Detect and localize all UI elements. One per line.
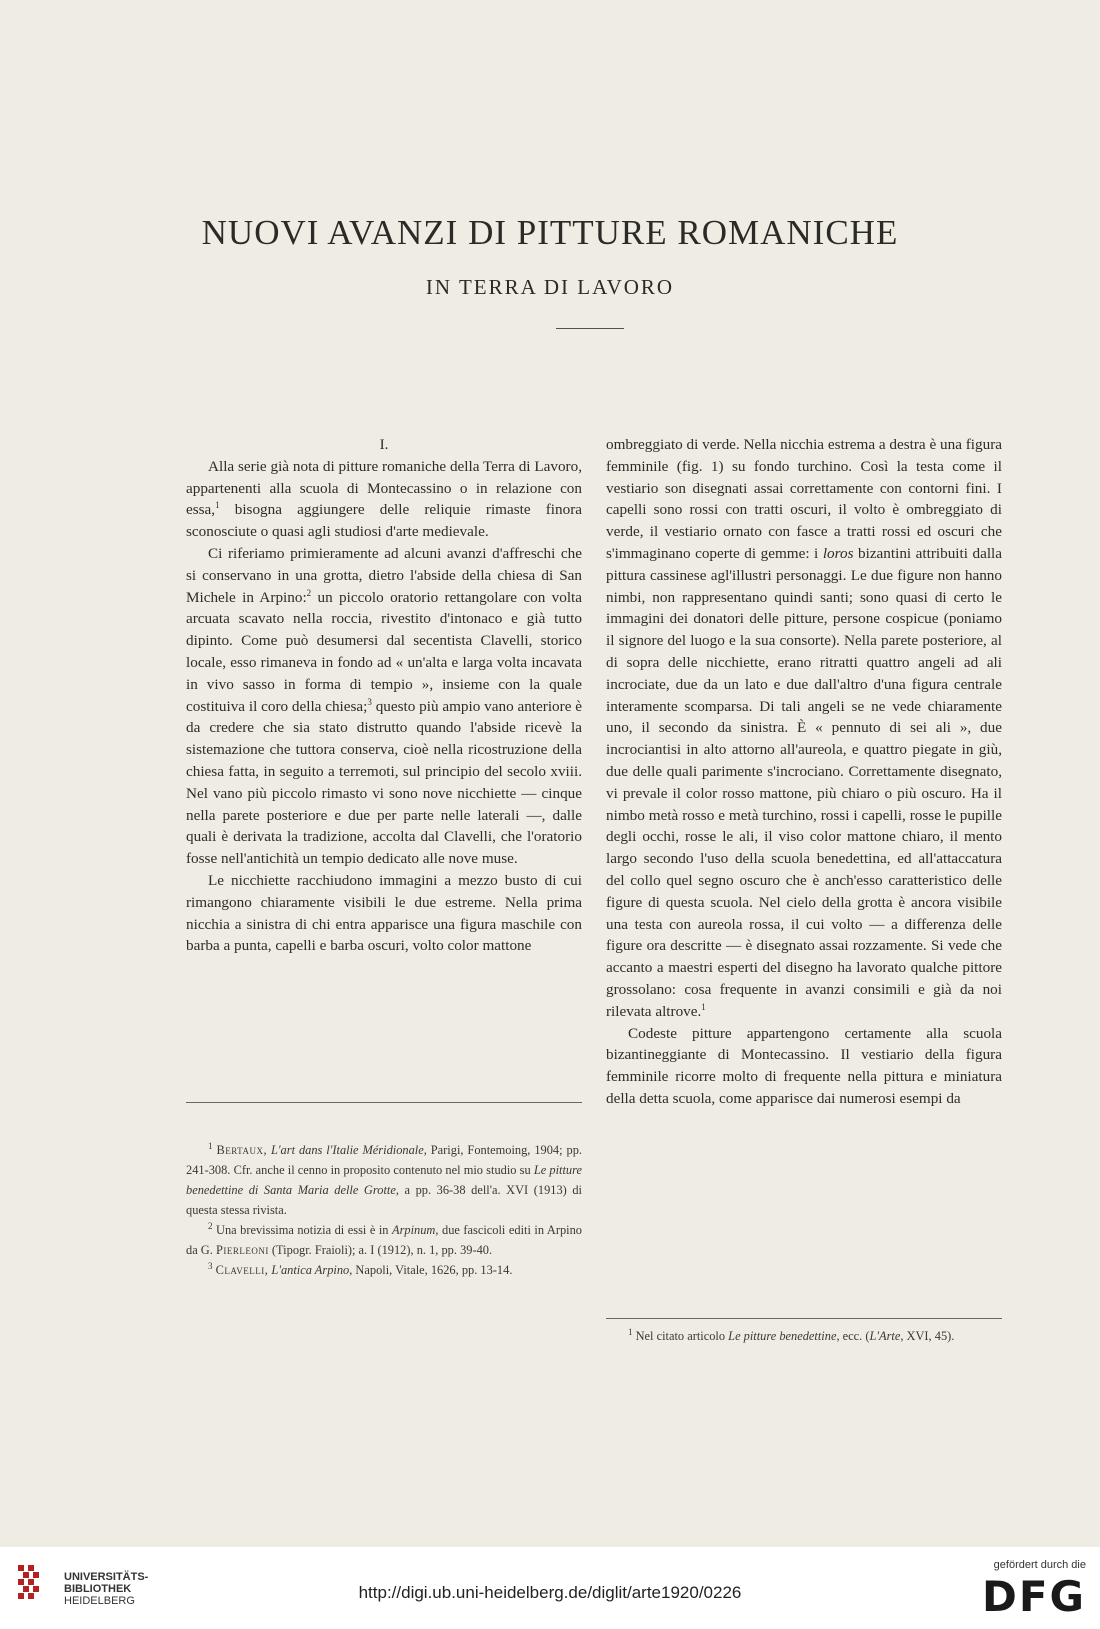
- footnote-ref[interactable]: 1: [701, 1001, 706, 1012]
- title-divider: [556, 328, 624, 329]
- footnotes-left: [186, 1140, 582, 1280]
- footnote-divider-left: [186, 1102, 582, 1103]
- article-title: NUOVI AVANZI DI PITTURE ROMANICHE: [201, 213, 899, 252]
- paragraph-1: Alla serie già nota di pitture romaniche della Terra di Lavoro, appartenenti alla scuola di Montecassino o in relazione con essa,$^1$ bisogna aggiungere delle reliquie rimaste finora sconosciute o quasi agli studiosi d'arte medievale.: [186, 457, 582, 541]
- footnote-ref[interactable]: 1: [215, 500, 220, 511]
- permalink-url[interactable]: http://digi.ub.uni-heidelberg.de/diglit/arte1920/0226: [358, 1583, 742, 1602]
- paragraph-5: Codeste pitture appartengono certamente alla scuola bizantineggiante di Montecassino. Il vestiario della figura femminile ricorre molto di frequente nella pittura e miniatura della detta scuola, come apparisce dai numerosi esempi da: [606, 1024, 1002, 1107]
- funding-caption: gefördert durch die: [993, 1559, 1086, 1571]
- paragraph-3: Le nicchiette racchiudono immagini a mezzo busto di cui rimangono chiaramente visibili le due estreme. Nella prima nicchia a sinistra di chi entra apparisce una figura maschile con barba a punta, capelli e barba oscuri, volto color mattone: [186, 871, 582, 955]
- paragraph-2: Ci riferiamo primieramente ad alcuni avanzi d'affreschi che si conservano in una grotta, dietro l'abside della chiesa di San Michele in Arpino:$^2$ un piccolo oratorio rettangolare con volta arcuata scavato nella roccia, rivestito d'intonaco e già tutto dipinto. Come può desumersi dal secentista Clavelli, storico locale, esso rimaneva in fondo ad « un'alta e larga volta incavata in vivo sasso in forma di tempio », insieme con la quale costituiva il coro della chiesa;$^3$ questo più ampio vano anteriore è da credere che sia stato distrutto quando l'abside ricevè la sistemazione che tuttora conserva, cioè nella ricostruzione della chiesa fatta, in seguito a terremoti, sul principio del secolo xviii. Nel vano più piccolo rimasto vi sono nove nicchiette — cinque nella parete posteriore e due per parte nelle laterali —, dalle quali è derivata la tradizione, accolta dal Clavelli, che l'oratorio fosse nell'antichità un tempio dedicato alle nove muse.: [186, 544, 583, 868]
- footnotes-right: [606, 1326, 1002, 1346]
- viewer-footer: [0, 1547, 1100, 1629]
- university-library-name[interactable]: UNIVERSITÄTS- BIBLIOTHEK HEIDELBERG: [64, 1571, 149, 1607]
- footnote-divider-right: [606, 1318, 1002, 1319]
- dfg-logo[interactable]: DFG: [981, 1572, 1086, 1621]
- footnote-ref[interactable]: 3: [367, 696, 372, 707]
- article-subtitle: IN TERRA DI LAVORO: [425, 275, 675, 299]
- footnote-right-1: $^1$ Nel citato articolo Le pitture benedettine, ecc. (L'Arte, XVI, 45).: [628, 1326, 955, 1343]
- right-column: [606, 434, 1002, 1110]
- footnote-2: $^2$ Una brevissima notizia di essi è in Arpinum, due fascicoli editi in Arpino da G. Pierleoni (Tipogr. Fraioli); a. I (1912), n. 1, pp. 39-40.: [186, 1220, 582, 1257]
- section-number: I.: [379, 436, 389, 453]
- left-column: [186, 434, 582, 957]
- paragraph-4: ombreggiato di verde. Nella nicchia estrema a destra è una figura femminile (fig. 1) su fondo turchino. Così la testa come il vestiario son disegnati assai correttamente con contorni fini. I capelli sono rossi con tratti oscuri, il volto è ombreggiato di verde, il vestiario ornato con fasce a tratti rossi ed oscuri che s'immaginano coperte di gemme: i loros bizantini attribuiti dalla pittura cassinese agl'illustri personaggi. Le due figure non hanno nimbi, non rappresentano quindi santi; sono quasi di certo le immagini dei donatori delle pitture, persone cospicue (poniamo il signore del luogo e la sua consorte). Nella parete posteriore, al di sopra delle nicchiette, erano ritratti quattro angeli ad ali incrociate, due da un lato e due dall'altro d'una figura centrale interamente scomparsa. Di tali angeli se ne vede chiaramente uno, il secondo da sinistra. È « pennuto di sei ali », due incrociantisi in alto attorno all'aureola, e quattro piegate in giù, due delle quali parimente s'incrociano. Correttamente disegnato, vi prevale il color rosso mattone, più chiaro o più oscuro. Ha il nimbo metà rosso e metà turchino, rossi i capelli, rosse le pupille degli occhi, rosse le ali, il viso color mattone chiaro, il mento largo secondo l'uso della scuola benedettina, ed all'attaccatura del collo quel segno oscuro che è anch'esso caratteristico delle figure di questa scuola. Nel cielo della grotta è ancora visibile una testa con aureola rossa, il cui volto — a differenza delle figure ora descritte — è disegnato assai rozzamente. Si vede che accanto a maestri esperti del disegno ha lavorato qualche pittore grossolano: cosa frequente in avanzi consimili e già da noi rilevata altrove.$^1$: [606, 436, 1002, 1020]
- footnote-ref[interactable]: 2: [306, 587, 312, 598]
- footnote-3: $^3$ Clavelli, L'antica Arpino, Napoli, Vitale, 1626, pp. 13-14.: [208, 1260, 513, 1277]
- footnote-1: $^1$ Bertaux, L'art dans l'Italie Méridionale, Parigi, Fontemoing, 1904; pp. 241-308. Cfr. anche il cenno in proposito contenuto nel mio studio su Le pitture benedettine di Santa Maria delle Grotte, a pp. 36-38 dell'a. XVI (1913) di questa stessa rivista.: [186, 1140, 583, 1217]
